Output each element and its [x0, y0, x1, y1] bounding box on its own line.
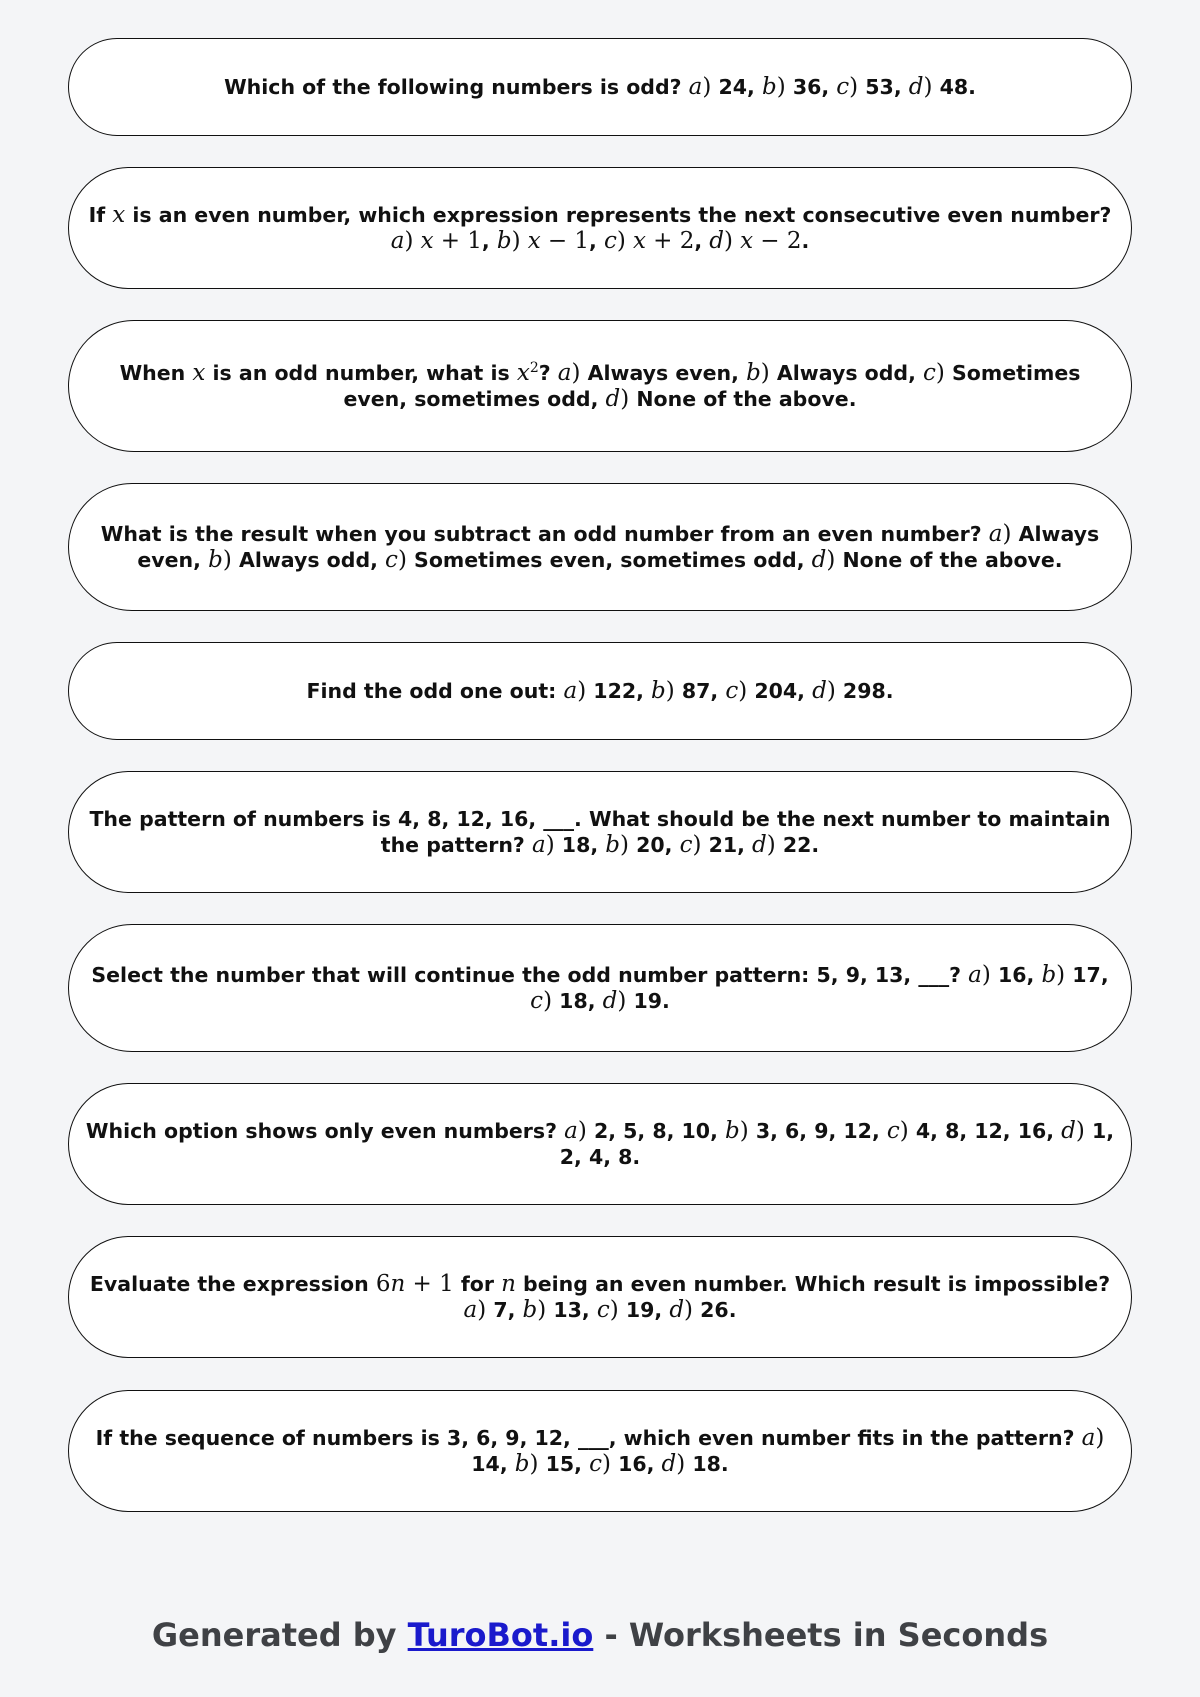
question-text: Evaluate the expression 6n + 1 for n being an even number. Which result is impossible? a) 7, b) 13, c) 19, d) 26.	[89, 1271, 1111, 1323]
question-card	[68, 924, 1132, 1052]
footer-prefix: Generated by	[151, 1616, 408, 1654]
turobot-link[interactable]: TuroBot.io	[407, 1616, 594, 1654]
question-text: If x is an even number, which expression represents the next consecutive even number? a) x + 1, b) x − 1, c) x + 2, d) x − 2.	[88, 202, 1112, 254]
question-text: Find the odd one out: a) 122, b) 87, c) 204, d) 298.	[306, 678, 894, 704]
question-card	[68, 483, 1132, 611]
question-card	[68, 1083, 1132, 1205]
question-card	[68, 167, 1132, 289]
question-text: The pattern of numbers is 4, 8, 12, 16, ___. What should be the next number to maintain the pattern? a) 18, b) 20, c) 21, d) 22.	[89, 807, 1111, 858]
question-text: Which option shows only even numbers? a) 2, 5, 8, 10, b) 3, 6, 9, 12, c) 4, 8, 12, 16, d) 1, 2, 4, 8.	[85, 1118, 1115, 1169]
footer	[0, 1616, 1200, 1654]
question-card	[68, 320, 1132, 452]
question-card	[68, 1390, 1132, 1512]
question-card	[68, 1236, 1132, 1358]
question-text: When x is an odd number, what is $x^2$? a) Always even, b) Always odd, c) Sometimes even, sometimes odd, d) None of the above.	[119, 360, 1081, 412]
question-card	[68, 642, 1132, 740]
question-text: Select the number that will continue the odd number pattern: 5, 9, 13, ___? a) 16, b) 17, c) 18, d) 19.	[91, 962, 1109, 1014]
question-text: If the sequence of numbers is 3, 6, 9, 12, ___, which even number fits in the pattern? a) 14, b) 15, c) 16, d) 18.	[95, 1425, 1105, 1477]
question-card	[68, 771, 1132, 893]
question-text: Which of the following numbers is odd? a) 24, b) 36, c) 53, d) 48.	[224, 74, 976, 100]
footer-suffix: - Worksheets in Seconds	[593, 1616, 1049, 1654]
question-card	[68, 38, 1132, 136]
question-text: What is the result when you subtract an odd number from an even number? a) Always even, b) Always odd, c) Sometimes even, sometimes odd, d) None of the above.	[100, 521, 1100, 573]
